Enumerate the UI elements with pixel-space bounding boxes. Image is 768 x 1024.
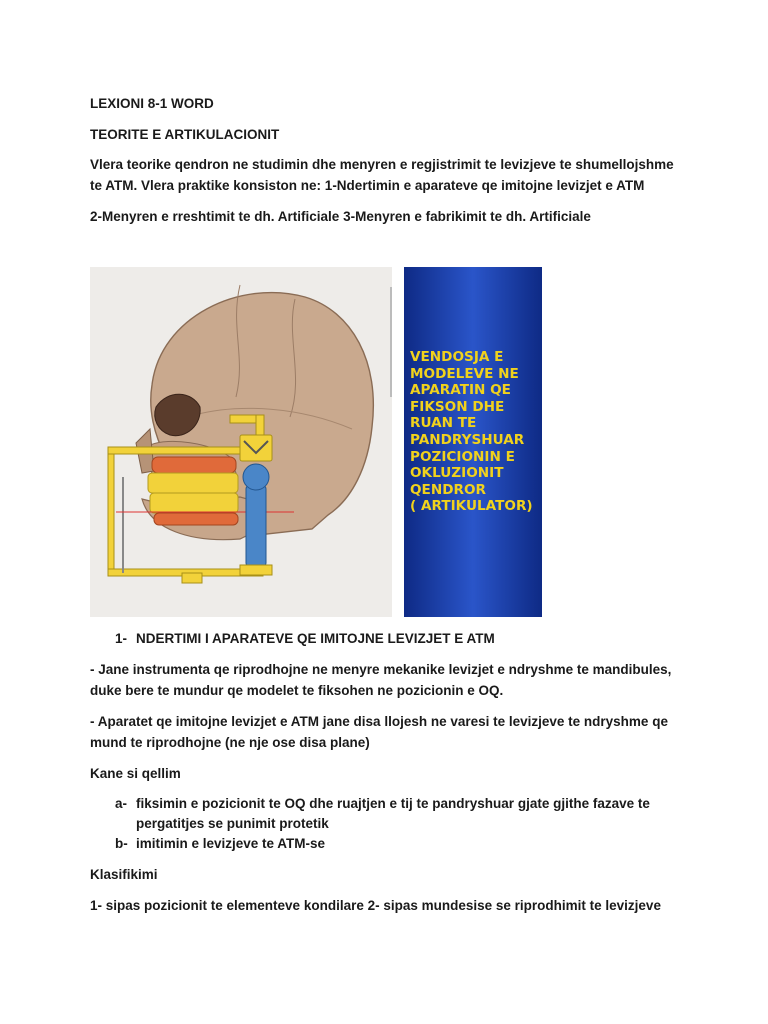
list-item-b-line-1: imitimin e levizjeve te ATM-se [136, 836, 326, 851]
slide-panel [404, 267, 542, 617]
numbered-heading-number: 1- [115, 631, 128, 646]
slide-caption: VENDOSJA E MODELEVE NE APARATIN QE FIKSON DHE RUAN TE PANDRYSHUAR POZICIONIN E OKLUZIONIT QENDROR ( ARTIKULATOR) [410, 349, 533, 515]
purpose-label: Kane si qellim [90, 766, 181, 781]
numbered-heading-text: NDERTIMI I APARATEVE QE IMITOJNE LEVIZJET E ATM [136, 631, 495, 646]
intro-line-1: Vlera teorike qendron ne studimin dhe menyren e regjistrimit te levizjeve te shumellojshme [90, 157, 674, 172]
list-marker-a: a- [115, 796, 128, 811]
document-header: LEXIONI 8-1 WORD [90, 96, 214, 111]
list-marker-b: b- [115, 836, 128, 851]
section-title: TEORITE E ARTIKULACIONIT [90, 127, 280, 142]
intro-line-3: 2-Menyren e rreshtimit te dh. Artificiale 3-Menyren e fabrikimit te dh. Artificiale [90, 209, 591, 224]
skull-illustration [90, 267, 392, 617]
list-item-a-line-2: pergatitjes se punimit protetik [136, 816, 329, 831]
para2-line-2: mund te riprodhojne (ne nje ose disa plane) [90, 735, 370, 750]
classification-text: 1- sipas pozicionit te elementeve kondilare 2- sipas mundesise se riprodhimit te levizjeve [90, 898, 661, 913]
classification-label: Klasifikimi [90, 867, 158, 882]
skull-articulator-figure [90, 267, 392, 617]
para2-line-1: - Aparatet qe imitojne levizjet e ATM jane disa llojesh ne varesi te levizjeve te ndryshme qe [90, 714, 668, 729]
para1-line-2: duke bere te mundur qe modelet te fiksohen ne pozicionin e OQ. [90, 683, 504, 698]
intro-line-2: te ATM. Vlera praktike konsiston ne: 1-Ndertimin e aparateve qe imitojne levizjet e ATM [90, 178, 645, 193]
para1-line-1: - Jane instrumenta qe riprodhojne ne menyre mekanike levizjet e ndryshme te mandibules, [90, 662, 672, 677]
list-item-a-line-1: fiksimin e pozicionit te OQ dhe ruajtjen e tij te pandryshuar gjate gjithe fazave te [136, 796, 650, 811]
